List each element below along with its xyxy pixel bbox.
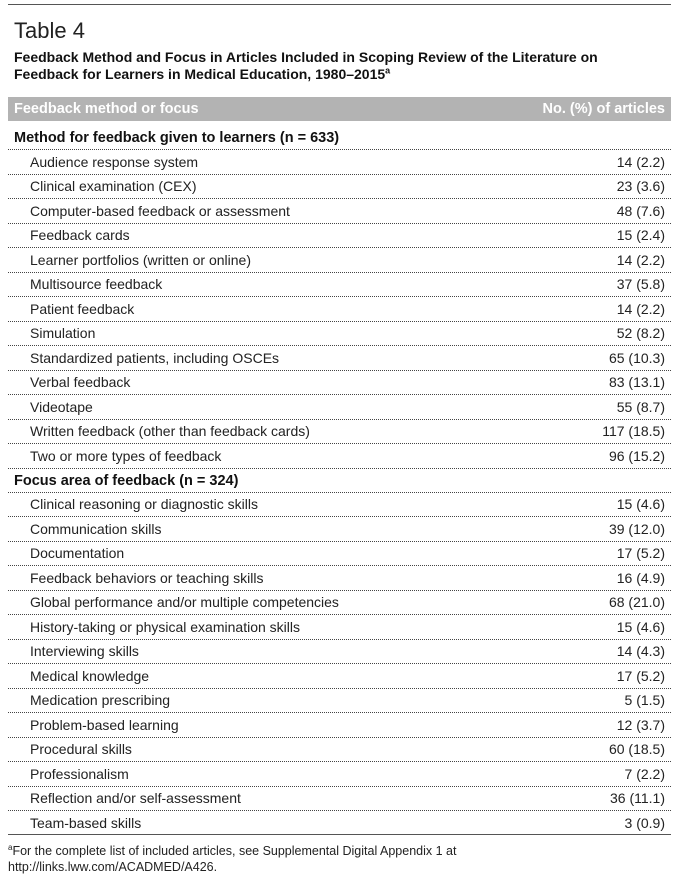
row-value: 68 (21.0) [608,594,665,611]
row-value: 83 (13.1) [608,374,665,391]
caption-footnote-marker: a [385,65,391,76]
section-title: Focus area of feedback (n = 324) [8,469,671,493]
row-label: Written feedback (other than feedback cards) [30,423,310,440]
row-label: Professionalism [30,765,129,782]
row-label: Feedback cards [30,227,130,244]
row-label: Verbal feedback [30,374,131,391]
row-label: Multisource feedback [30,276,163,293]
row-value: 65 (10.3) [608,349,665,366]
table-row [8,248,671,273]
row-label: Simulation [30,325,96,342]
row-label: Communication skills [30,520,162,537]
row-value: 15 (2.4) [616,227,665,244]
row-value: 16 (4.9) [616,569,665,586]
top-rule [8,4,671,5]
row-value: 23 (3.6) [616,178,665,195]
table-row [8,493,671,518]
row-value: 7 (2.2) [624,765,665,782]
row-label: Interviewing skills [30,643,139,660]
table-row [8,591,671,616]
row-label: Global performance and/or multiple competencies [30,594,339,611]
row-value: 36 (11.1) [610,790,665,807]
table-row [8,371,671,396]
table-row [8,542,671,567]
bottom-rule [8,834,671,835]
table-row [8,395,671,420]
table-header-row [8,97,671,121]
table-body [8,126,671,836]
table-row [8,199,671,224]
row-value: 37 (5.8) [616,276,665,293]
table-caption [14,49,654,83]
row-label: Procedural skills [30,741,132,758]
table-row [8,811,671,836]
row-label: History-taking or physical examination skills [30,618,300,635]
row-value: 39 (12.0) [608,520,665,537]
row-label: Reflection and/or self-assessment [30,790,241,807]
table-row [8,224,671,249]
table-row [8,640,671,665]
row-label: Computer-based feedback or assessment [30,202,290,219]
row-value: 3 (0.9) [624,815,665,832]
row-value: 17 (5.2) [616,667,665,684]
footnote [8,843,648,875]
row-value: 17 (5.2) [616,545,665,562]
row-label: Feedback behaviors or teaching skills [30,569,264,586]
row-value: 52 (8.2) [616,325,665,342]
row-label: Two or more types of feedback [30,447,222,464]
table-row [8,664,671,689]
table-row [8,566,671,591]
table-row [8,150,671,175]
row-value: 96 (15.2) [608,447,665,464]
table-row [8,444,671,469]
table-row [8,713,671,738]
row-label: Problem-based learning [30,716,179,733]
row-label: Team-based skills [30,815,142,832]
row-label: Clinical reasoning or diagnostic skills [30,496,258,513]
row-label: Medication prescribing [30,692,171,709]
table-row [8,346,671,371]
row-value: 14 (2.2) [616,153,665,170]
row-value: 12 (3.7) [616,716,665,733]
table-row [8,175,671,200]
table-row [8,615,671,640]
table-row [8,420,671,445]
table-row [8,738,671,763]
header-method-or-focus: Feedback method or focus [14,101,199,117]
row-value: 15 (4.6) [616,496,665,513]
row-value: 14 (4.3) [616,643,665,660]
row-label: Patient feedback [30,300,135,317]
table-row [8,297,671,322]
table-label: Table 4 [14,18,85,43]
table-row [8,517,671,542]
row-value: 15 (4.6) [616,618,665,635]
row-label: Medical knowledge [30,667,150,684]
row-label: Videotape [30,398,93,415]
row-value: 14 (2.2) [616,300,665,317]
table-row [8,689,671,714]
row-value: 5 (1.5) [624,692,665,709]
footnote-marker: a [8,842,13,852]
caption-text: Feedback Method and Focus in Articles Included in Scoping Review of the Literature on Feedback for Learners in Medical Education, 1980–2015 [14,49,598,82]
table-row [8,322,671,347]
row-value: 60 (18.5) [608,741,665,758]
table-row [8,762,671,787]
row-label: Clinical examination (CEX) [30,178,197,195]
row-label: Learner portfolios (written or online) [30,251,251,268]
section-title: Method for feedback given to learners (n = 633) [8,126,671,150]
row-value: 117 (18.5) [602,423,665,440]
header-count-percent: No. (%) of articles [542,101,665,117]
footnote-text: For the complete list of included articles, see Supplemental Digital Appendix 1 at http://links.lww.com/ACADMED/A426. [8,844,457,874]
row-label: Documentation [30,545,125,562]
table-row [8,787,671,812]
row-value: 55 (8.7) [616,398,665,415]
row-value: 14 (2.2) [616,251,665,268]
row-label: Audience response system [30,153,199,170]
row-label: Standardized patients, including OSCEs [30,349,280,366]
table-row [8,273,671,298]
row-value: 48 (7.6) [616,202,665,219]
